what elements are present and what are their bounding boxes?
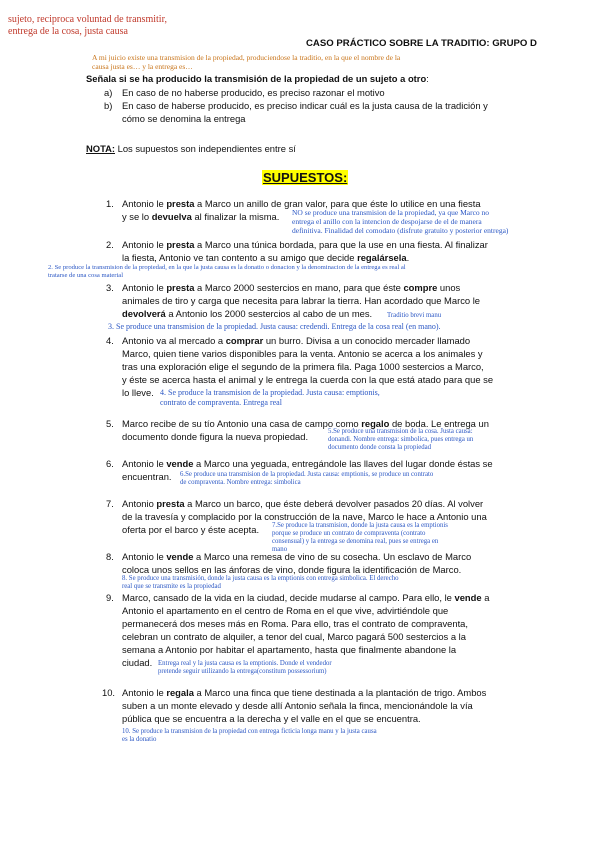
case-9-annotation [158,660,332,676]
task-item-b-text [122,99,488,125]
keyword: devolverá [122,308,166,319]
text: Antonio va al mercado a [122,335,226,346]
case-line: ciudad. [122,657,153,668]
case-line: de la travesía y complacido por la construcción de la nave, Marco le hace a Antonio una [122,511,487,522]
keyword: devuelva [151,211,192,222]
annotation-line: consensual) y la entrega se denomina real, pues se entrega en [272,538,439,545]
case-number: 3. [106,282,114,293]
text: a Antonio los 2000 sestercios al cabo de un mes. [165,308,373,319]
case-line [122,307,574,320]
page-title: CASO PRÁCTICO SOBRE LA TRADITIO: GRUPO D [306,38,537,49]
annotation-line: 10. Se produce la transmision de la propiedad con entrega ficticia longa manu y la justa causa [122,728,377,735]
annotation-line: 6.Se produce una transmision de la propiedad. Justa causa: emptionis, se produce un contrato [180,471,434,478]
case-line [122,591,574,604]
case-line [122,550,574,563]
task-prompt-suffix: : [426,73,429,84]
intro-note [92,53,400,71]
case-line: oferta por el barco y éste acepta. [122,524,260,535]
intro-note-line: causa justa es… y la entrega es… [92,62,193,71]
case-number: 10. [102,687,116,698]
text: a Marco una yeguada, entregándole las llaves del lugar donde éstas se [193,458,493,469]
case-number: 7. [106,498,114,509]
case-line: encuentran. [122,471,172,482]
nota-text: Los supuestos son independientes entre sí [117,143,296,154]
annotation-line: es la donatio [122,736,157,743]
task-item-b [104,99,112,112]
text: de boda. Le entrega un [389,418,489,429]
case-line: lo lleve. [122,387,154,398]
annotation-line: 5.Se produce una transmision de la cosa. Justa causa: [328,428,473,435]
case-number: 2. [106,239,114,250]
keyword: presta [166,198,195,209]
text: Antonio le [122,282,167,293]
section-title-text: SUPUESTOS: [263,170,348,185]
case-line [122,686,574,699]
case-line: semana a Antonio por habitar el apartamento, hasta que finalmente abandone la [122,644,457,655]
case-number: 6. [106,458,114,469]
annotation-line: de compraventa. Nombre entrega: simbolica [180,479,301,486]
task-item-label: a) [104,87,113,98]
text: Antonio le [122,687,167,698]
task-item-line: cómo se denomina la entrega [122,113,246,124]
case-line: Antonio el apartamento en el centro de Roma en el que vive, advirtiéndole que [122,605,449,616]
case-line: y éste se acerca hasta el animal y le entrega la cuerda con la que está atado para que se [122,374,494,385]
annotation-line: documento donde consta la propiedad [328,444,432,451]
text: a [481,592,490,603]
text: unos [437,282,461,293]
case-line: animales de tiro y carga que necesita para labrar la tierra. Han acordado que Marco le [122,295,481,306]
task-prompt-text: Señala si se ha producido la transmisión de la propiedad de un sujeto a otro [86,73,427,84]
case-line: pública que se encuentra a la derecha y el valle en el que se encuentra. [122,713,421,724]
case-number: 4. [106,335,114,346]
margin-note-line: entrega de la cosa, justa causa [8,26,128,37]
case-10-annotation [122,728,377,744]
text: . [406,252,410,263]
section-title [262,169,348,187]
case-6-annotation [180,471,433,487]
case-10 [122,686,574,725]
annotation-line: porque se produce un contrato de compraventa (contrato [272,530,426,537]
annotation-line: 8. Se produce una transmisión, donde la justa causa es la emptionis con entrega simbolica. El derecho [122,575,399,582]
text: a Marco una remesa de vino de su cosecha. Un esclavo de Marco [193,551,472,562]
annotation-line: definitiva. Finalidad del comodato (disfrute gratuito y posterior entrega) [292,226,509,235]
annotation-line: donandi. Nombre entrega: simbolica, pues entrega un [328,436,474,443]
text: a Marco una finca que tiene destinada a la plantación de trigo. Ambos [193,687,487,698]
text: a Marco 2000 sestercios en mano, para que éste [194,282,404,293]
case-number: 5. [106,418,114,429]
annotation-line: mano [272,546,288,553]
margin-note-line: sujeto, reciproca voluntad de transmitir, [8,14,167,25]
case-line [122,497,574,510]
case-line: suben a un monte elevado y desde allí Antonio señala la finca, mencionándole la vía [122,700,473,711]
case-8 [122,550,574,576]
text: Antonio le [122,198,167,209]
case-line [122,334,574,347]
text: Antonio le [122,239,167,250]
nota-label: NOTA: [86,143,115,154]
case-number: 1. [106,198,114,209]
intro-note-line: A mi juicio existe una transmision de la propiedad, produciendose la traditio, en la que el nombre de la [92,53,401,62]
case-9 [122,591,574,669]
text: Antonio [122,498,157,509]
case-8-annotation [122,575,399,591]
text: Antonio le [122,458,167,469]
annotation-line: tratarse de una cosa material [48,272,124,279]
case-4-annotation [160,388,380,408]
task-item-a-text: En caso de no haberse producido, es preciso razonar el motivo [122,87,385,98]
task-item-label: b) [104,100,113,111]
task-item-a [104,86,112,99]
case-line: permanecerá dos meses más en Roma. Para ello, tras el contrato de compraventa, [122,618,469,629]
case-1-annotation [292,208,508,235]
text: Marco recibe de su tío Antonio una casa de campo como [122,418,362,429]
text: y se lo [122,211,152,222]
keyword: regala [166,687,194,698]
case-2-annotation [48,264,406,280]
text: a Marco una túnica bordada, para que la use en una fiesta. Al finalizar [194,239,488,250]
case-3-small-annotation: Traditio brevi manu [387,312,442,319]
text: la fiesta, Antonio ve tan contento a su amigo que decide [122,252,358,263]
case-line: celebran un contrato de alquiler, a tenor del cual, Marco pagará 500 sestercios a la [122,631,466,642]
text: al finalizar la misma. [191,211,280,222]
case-line: Marco, quien tiene varios disponibles para la venta. Antonio se acerca a los animales y [122,348,483,359]
keyword: vende [166,551,194,562]
case-line [122,251,574,264]
case-line [122,238,574,251]
case-number: 9. [106,592,114,603]
task-item-line: En caso de haberse producido, es preciso indicar cuál es la justa causa de la tradición y [122,100,488,111]
keyword: presta [166,282,195,293]
annotation-line: NO se produce una transmision de la propiedad, ya que Marco no [292,208,490,217]
nota [86,143,296,154]
case-line [122,281,574,294]
keyword: compre [403,282,438,293]
keyword: presta [166,239,195,250]
keyword: presta [156,498,185,509]
text: Antonio le [122,551,167,562]
annotation-line: 4. Se produce la transmision de la propiedad. Justa causa: emptionis, [160,388,380,397]
task-prompt [86,72,429,85]
case-line: coloca unos sellos en las ánforas de vino, donde figura la identificación de Marco. [122,564,462,575]
keyword: vende [454,592,482,603]
annotation-line: 2. Se produce la transmision de la propiedad, en la que la justa causa es la donatio o donacion y la denominacion de la entrega es real al [48,264,406,271]
annotation-line: contrato de compraventa. Entrega real [160,398,282,407]
keyword: regalo [361,418,390,429]
margin-note [8,14,167,38]
case-line [122,457,574,470]
case-line: tras una exploración elige el segundo de la primera fila. Paga 1000 sestercios a Marco, [122,361,484,372]
text: a Marco un anillo de gran valor, para que éste lo utilice en una fiesta [194,198,481,209]
text: Marco, cansado de la vida en la ciudad, decide mudarse al campo. Para ello, le [122,592,455,603]
case-3-annotation: 3. Se produce una transmision de la propiedad. Justa causa: credendi. Entrega de la cosa real (en mano). [108,322,441,331]
case-3 [122,281,574,320]
annotation-line: pretende seguir utilizando la entrega(constitum possessorium) [158,668,327,675]
annotation-line: entrega el anillo con la intencion de despojarse de el de manera [292,217,482,226]
case-2 [122,238,574,264]
annotation-line: Entrega real y la justa causa es la emptionis. Donde el vendedor [158,660,332,667]
case-line: documento donde figura la nueva propiedad. [122,431,309,442]
annotation-line: real que se transmite es la propiedad [122,583,221,590]
text: a Marco un barco, que éste deberá devolver pasados 20 días. Al volver [184,498,484,509]
text: un burro. Divisa a un conocido mercader llamado [263,335,471,346]
keyword: regalársela [357,252,407,263]
case-5-annotation [328,428,473,452]
case-number: 8. [106,551,114,562]
keyword: vende [166,458,194,469]
annotation-line: 7.Se produce la transmision, donde la justa causa es la emptionis [272,522,448,529]
keyword: comprar [225,335,264,346]
